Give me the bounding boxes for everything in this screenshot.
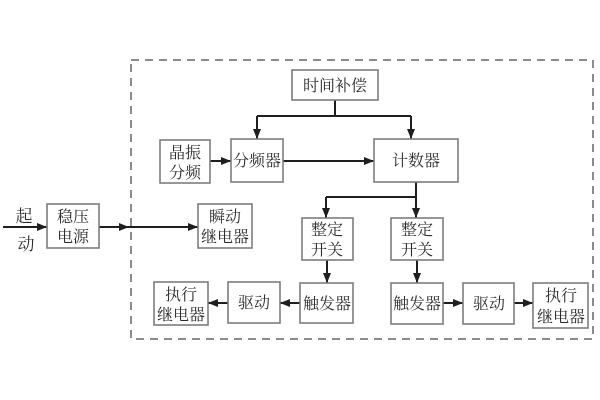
crystal-divider-label-line1: 晶振 <box>168 145 202 162</box>
exec-relay-right-label-line1: 执行 <box>544 288 578 305</box>
node-time-compensation <box>292 70 378 100</box>
start-label-top: 起 <box>15 207 33 226</box>
counter-label: 计数器 <box>391 153 441 170</box>
power-supply-label-line2: 电源 <box>56 229 90 246</box>
time-compensation-label: 时间补偿 <box>302 78 368 95</box>
node-setting-switch-left <box>302 218 353 260</box>
node-exec-relay-left <box>154 282 208 325</box>
setting-switch-right-label-line1: 整定 <box>400 222 434 239</box>
crystal-divider-label-line2: 分频 <box>168 165 202 182</box>
exec-relay-left-label-line1: 执行 <box>164 287 198 304</box>
instant-relay-label-line2: 继电器 <box>200 229 250 246</box>
node-frequency-divider <box>231 139 283 182</box>
trigger-left-label: 触发器 <box>302 296 352 313</box>
node-exec-relay-right <box>533 283 588 328</box>
setting-switch-right-label-line2: 开关 <box>400 242 434 259</box>
power-supply-label-line1: 稳压 <box>56 209 90 226</box>
node-trigger-left <box>300 283 353 323</box>
node-power-supply <box>47 204 99 248</box>
node-crystal-divider <box>160 140 210 183</box>
setting-switch-left-label-line1: 整定 <box>310 222 344 239</box>
trigger-right-label: 触发器 <box>392 296 442 313</box>
node-drive-left <box>228 282 280 323</box>
setting-switch-left-label-line2: 开关 <box>310 242 344 259</box>
exec-relay-right-label-line2: 继电器 <box>536 309 586 326</box>
drive-right-label: 驱动 <box>472 296 506 313</box>
start-label-bottom: 动 <box>17 235 35 254</box>
node-setting-switch-right <box>391 218 443 260</box>
node-drive-right <box>463 283 514 324</box>
drive-left-label: 驱动 <box>237 295 271 312</box>
exec-relay-left-label-line2: 继电器 <box>156 307 206 324</box>
instant-relay-label-line1: 瞬动 <box>208 209 242 226</box>
node-trigger-right <box>391 283 443 324</box>
node-instant-relay <box>198 204 252 248</box>
frequency-divider-label: 分频器 <box>232 153 282 170</box>
node-counter <box>374 139 458 182</box>
